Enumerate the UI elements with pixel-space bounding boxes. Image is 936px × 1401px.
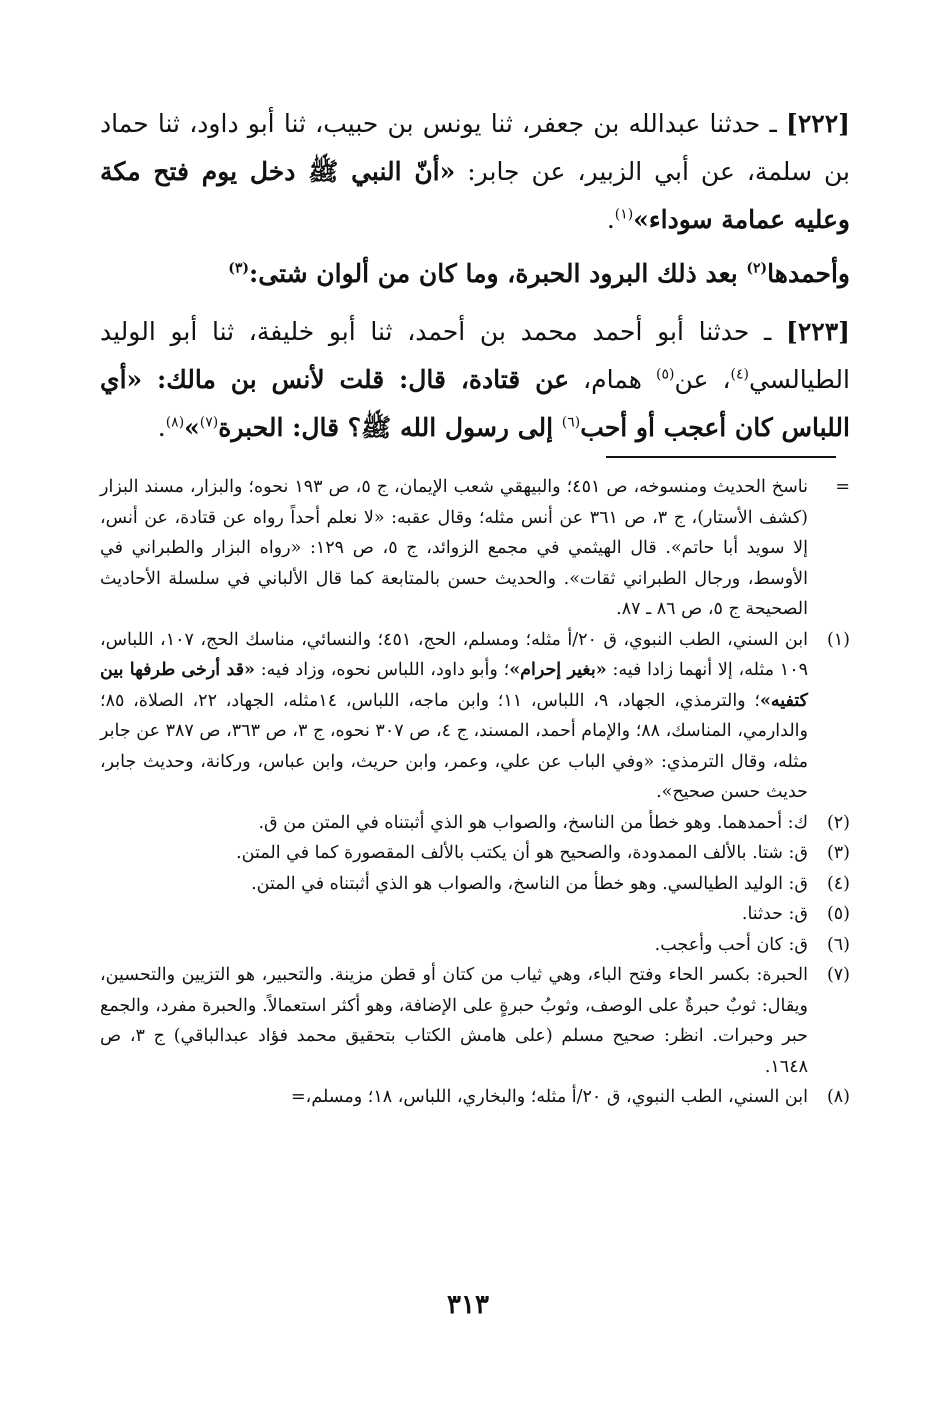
footnote-ref: (٦) — [561, 414, 581, 431]
footnote-ref: (١) — [614, 206, 634, 223]
footnotes — [100, 472, 850, 1113]
page-number: ٣١٣ — [447, 1290, 489, 1320]
footnote-ref: (٢) — [746, 260, 768, 277]
isnad-text: ـ حدثنا أبو أحمد محمد بن أحمد، ثنا أبو خليفة، ثنا أبو الوليد الطيالسي — [100, 317, 850, 394]
hadith-number: [٢٢٣] — [786, 317, 850, 346]
hadith-number: [٢٢٢] — [786, 109, 850, 138]
footnote-6: (٦) ق: كان أحب وأعجب. — [654, 934, 850, 955]
footnote-ref: (٧) — [199, 414, 219, 431]
footnote-ref: (٣) — [228, 260, 250, 277]
footnote-separator — [606, 456, 836, 458]
footnote-2: (٢) ك: أحمدهما. وهو خطأ من الناسخ، والصواب هو الذي أثبتناه في المتن من ق. — [258, 812, 850, 833]
hadith-222: [٢٢٢] ـ حدثنا عبدالله بن جعفر، ثنا يونس بن حبيب، ثنا أبو داود، ثنا حماد بن سلمة، عن أبي الزبير، عن جابر: «أنّ النبي ﷺ دخل يوم فتح مكة وعليه عمامة سوداء»$^{(١)}$. — [100, 109, 850, 234]
matn-text: عن قتادة، قال: قلت لأنس بن مالك: «أي اللباس كان أعجب أو أحب — [100, 365, 850, 442]
main-text — [100, 100, 850, 458]
footnote-4: (٤) ق: الوليد الطيالسي. وهو خطأ من الناسخ، والصواب هو الذي أثبتناه في المتن. — [251, 873, 850, 894]
footnote-3: (٣) ق: شتا. بالألف الممدودة، والصحيح هو أن يكتب بالألف المقصورة كما في المتن. — [236, 843, 850, 863]
footnote-ref: (٨) — [165, 414, 185, 431]
footnote-continuation: = ناسخ الحديث ومنسوخه، ص ٤٥١؛ والبيهقي شعب الإيمان، ج ٥، ص ١٩٣ نحوه؛ والبزار، مسند البزار (كشف الأستار)، ج ٣، ص ٣٦١ عن أنس مثله؛ وقال عقبه: «لا نعلم أحداً رواه عن قتادة، عن أنس، إلا سويد أبا حاتم». قال الهيثمي في مجمع الزوائد، ج ٥، ص ١٢٩: «رواه البزار والطبراني في الأوسط، ورجال الطبراني ثقات». والحديث حسن بالمتابعة كما قال الألباني في سلسلة الأحاديث الصحيحة ج ٥، ص ٨٦ ـ ٨٧. — [100, 477, 850, 619]
section-heading: وأحمدها$^{(٢)}$ بعد ذلك البرود الحبرة، وما كان من ألوان شتى:$^{(٣)}$ — [228, 259, 850, 288]
hadith-223: [٢٢٣] ـ حدثنا أبو أحمد محمد بن أحمد، ثنا أبو خليفة، ثنا أبو الوليد الطيالسي$^{(٤)}$، عن$^{(٥)}$ همام، عن قتادة، قال: قلت لأنس بن مالك: «أي اللباس كان أعجب أو أحب$^{(٦)}$ إلى رسول الله ﷺ؟ قال: الحبرة$^{(٧)}$»$^{(٨)}$. — [100, 317, 850, 442]
footnote-ref: (٥) — [655, 366, 675, 383]
footnote-5: (٥) ق: حدثنا. — [741, 904, 850, 924]
footnote-1: (١) ابن السني، الطب النبوي، ق ٢٠/أ مثله؛ ومسلم، الحج، ٤٥١؛ والنسائي، مناسك الحج، ١٠٧، اللباس، ١٠٩ مثله، إلا أنهما زادا فيه: «بغير إحرام»؛ وأبو داود، اللباس نحوه، وزاد فيه: «قد أرخى طرفها بين كتفيه»؛ والترمذي، الجهاد، ٩، اللباس، ١١؛ وابن ماجه، اللباس، ١٤مثله، الجهاد، ٢٢، الصلاة، ٨٥؛ والدارمي، المناسك، ٨٨؛ والإمام أحمد، المسند، ج ٤، ص ٣٠٧ نحوه، ج ٣، ص ٣٦٣، ص ٣٨٧ عن جابر مثله، وقال الترمذي: «وفي الباب عن علي، وعمر، وابن حريث، وابن عباس، وركانة، وحديث جابر، حديث حسن صحيح». — [100, 629, 850, 802]
isnad-text: ـ حدثنا عبدالله بن جعفر، ثنا يونس بن حبيب، ثنا أبو داود، ثنا حماد بن سلمة، عن أبي الزبير، عن جابر: — [100, 109, 850, 186]
footnote-7: (٧) الحبرة: بكسر الحاء وفتح الباء، وهي ثياب من كتان أو قطن مزينة. والتحبير، هو التزيين والتحسين، ويقال: ثوبٌ حبرةٌ على الوصف، وثوبُ حبرةٍ على الإضافة، وهو أكثر استعمالاً. والحبرة مفرد، والجمع حبر وحبرات. انظر: صحيح مسلم (على هامش الكتاب بتحقيق محمد فؤاد عبدالباقي) ج ٣، ص ١٦٤٨. — [100, 965, 850, 1077]
matn-text: «أنّ النبي ﷺ دخل يوم فتح مكة وعليه عمامة سوداء» — [100, 157, 850, 234]
footnote-8: (٨) ابن السني، الطب النبوي، ق ٢٠/أ مثله؛ والبخاري، اللباس، ١٨؛ ومسلم،= — [291, 1087, 850, 1107]
footnote-ref: (٤) — [730, 366, 749, 383]
